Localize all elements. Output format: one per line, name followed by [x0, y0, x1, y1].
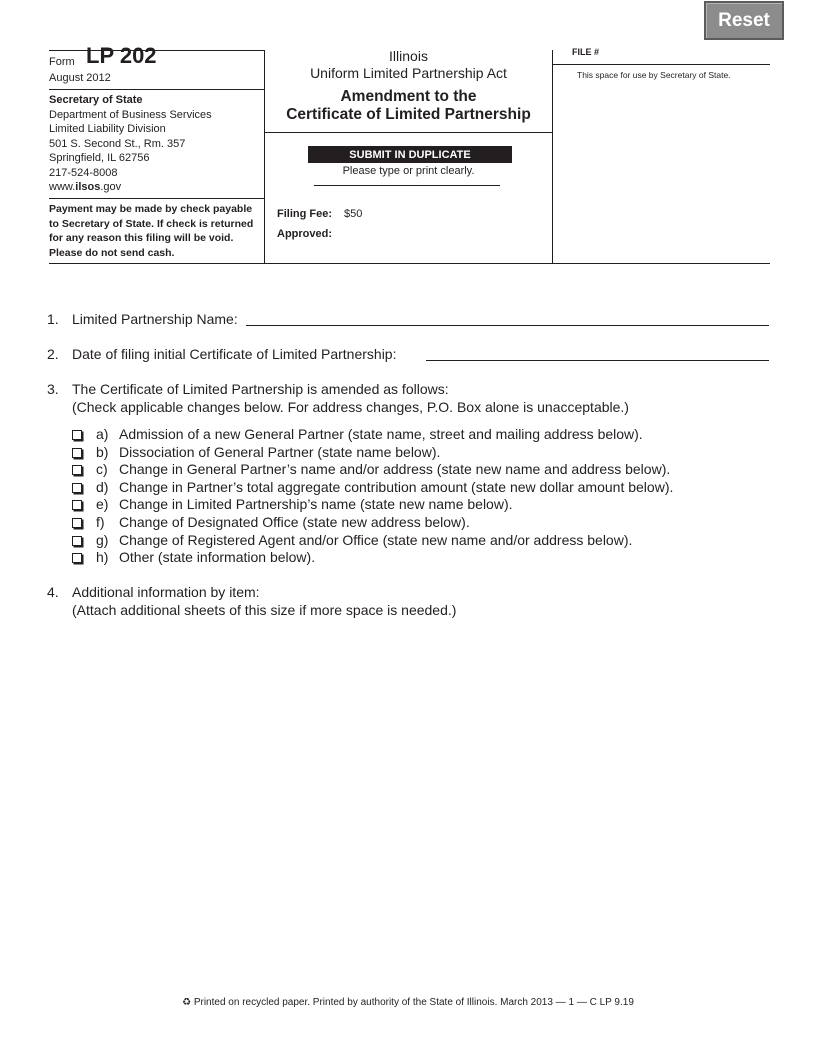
form-id-rule [49, 89, 264, 90]
page-footer: ♻ Printed on recycled paper. Printed by authority of the State of Illinois. March 2013 — 1 — C LP 9.19 [182, 997, 634, 1008]
office-department: Department of Business Services [49, 108, 212, 121]
option-a-checkbox[interactable] [72, 430, 82, 440]
item-1-number: 1. [47, 311, 59, 327]
office-phone: 217-524-8008 [49, 166, 118, 179]
form-title-line2: Certificate of Limited Partnership [286, 106, 531, 123]
state-name: Illinois [389, 48, 428, 64]
act-name: Uniform Limited Partnership Act [310, 65, 507, 81]
item-3-line1: The Certificate of Limited Partnership is amended as follows: [72, 381, 449, 397]
option-g-letter: g) [96, 532, 109, 548]
item-4-number: 4. [47, 584, 59, 600]
office-street: 501 S. Second St., Rm. 357 [49, 137, 186, 150]
item-1-label: Limited Partnership Name: [72, 311, 238, 327]
form-word: Form [49, 56, 75, 68]
form-number: LP 202 [86, 43, 157, 68]
submit-duplicate-banner: SUBMIT IN DUPLICATE [308, 146, 512, 163]
office-title: Secretary of State [49, 94, 143, 106]
file-number-label: FILE # [572, 47, 600, 57]
option-h-letter: h) [96, 549, 109, 565]
option-b-text: Dissociation of General Partner (state name below). [119, 444, 441, 460]
office-city: Springfield, IL 62756 [49, 152, 150, 164]
option-c-checkbox[interactable] [72, 465, 82, 475]
option-b-letter: b) [96, 444, 109, 460]
header-divider-left [264, 50, 265, 264]
filing-fee-label: Filing Fee: [277, 208, 332, 220]
option-d-letter: d) [96, 479, 109, 495]
payment-note: Payment may be made by check payable to Secretary of State. If check is returned for any reason this filing will be void. Please do not send cash. [49, 203, 254, 259]
initial-filing-date-field[interactable] [426, 360, 769, 361]
filing-fee-value: $50 [344, 208, 363, 220]
header-divider-right [552, 50, 553, 264]
sos-use-note: This space for use by Secretary of State. [577, 70, 731, 80]
option-c-text: Change in General Partner’s name and/or address (state new name and address below). [119, 461, 671, 477]
option-a-text: Admission of a new General Partner (state name, street and mailing address below). [119, 426, 643, 442]
option-a-letter: a) [96, 426, 109, 442]
item-3-line2: (Check applicable changes below. For address changes, P.O. Box alone is unacceptable.) [72, 399, 629, 415]
address-rule [49, 198, 264, 199]
item-2-number: 2. [47, 346, 59, 362]
approved-label: Approved: [277, 228, 332, 240]
type-note-rule [314, 185, 500, 186]
option-h-text: Other (state information below). [119, 549, 316, 565]
item-4-line1: Additional information by item: [72, 584, 260, 600]
option-h-checkbox[interactable] [72, 553, 82, 563]
option-e-checkbox[interactable] [72, 500, 82, 510]
option-f-text: Change of Designated Office (state new address below). [119, 514, 470, 530]
header-bottom-rule [49, 263, 770, 264]
option-e-letter: e) [96, 496, 109, 512]
reset-button[interactable]: Reset [704, 1, 784, 40]
type-note: Please type or print clearly. [342, 165, 475, 177]
option-c-letter: c) [96, 461, 108, 477]
option-d-checkbox[interactable] [72, 483, 82, 493]
partnership-name-field[interactable] [246, 325, 769, 326]
title-rule [264, 132, 553, 133]
option-b-checkbox[interactable] [72, 448, 82, 458]
item-4-line2: (Attach additional sheets of this size if more space is needed.) [72, 602, 457, 618]
option-g-checkbox[interactable] [72, 536, 82, 546]
item-2-label: Date of filing initial Certificate of Limited Partnership: [72, 346, 397, 362]
office-division: Limited Liability Division [49, 123, 166, 135]
form-title-line1: Amendment to the [340, 88, 477, 105]
office-website[interactable]: www.ilsos.gov [49, 181, 122, 193]
option-e-text: Change in Limited Partnership’s name (state new name below). [119, 496, 513, 512]
header-top-rule-right [553, 64, 770, 65]
option-f-checkbox[interactable] [72, 518, 82, 528]
item-3-number: 3. [47, 381, 59, 397]
option-g-text: Change of Registered Agent and/or Office (state new name and/or address below). [119, 532, 633, 548]
office-address [49, 93, 212, 195]
form-date: August 2012 [49, 72, 111, 84]
option-f-letter: f) [96, 514, 105, 530]
option-d-text: Change in Partner’s total aggregate contribution amount (state new dollar amount below). [119, 479, 674, 495]
